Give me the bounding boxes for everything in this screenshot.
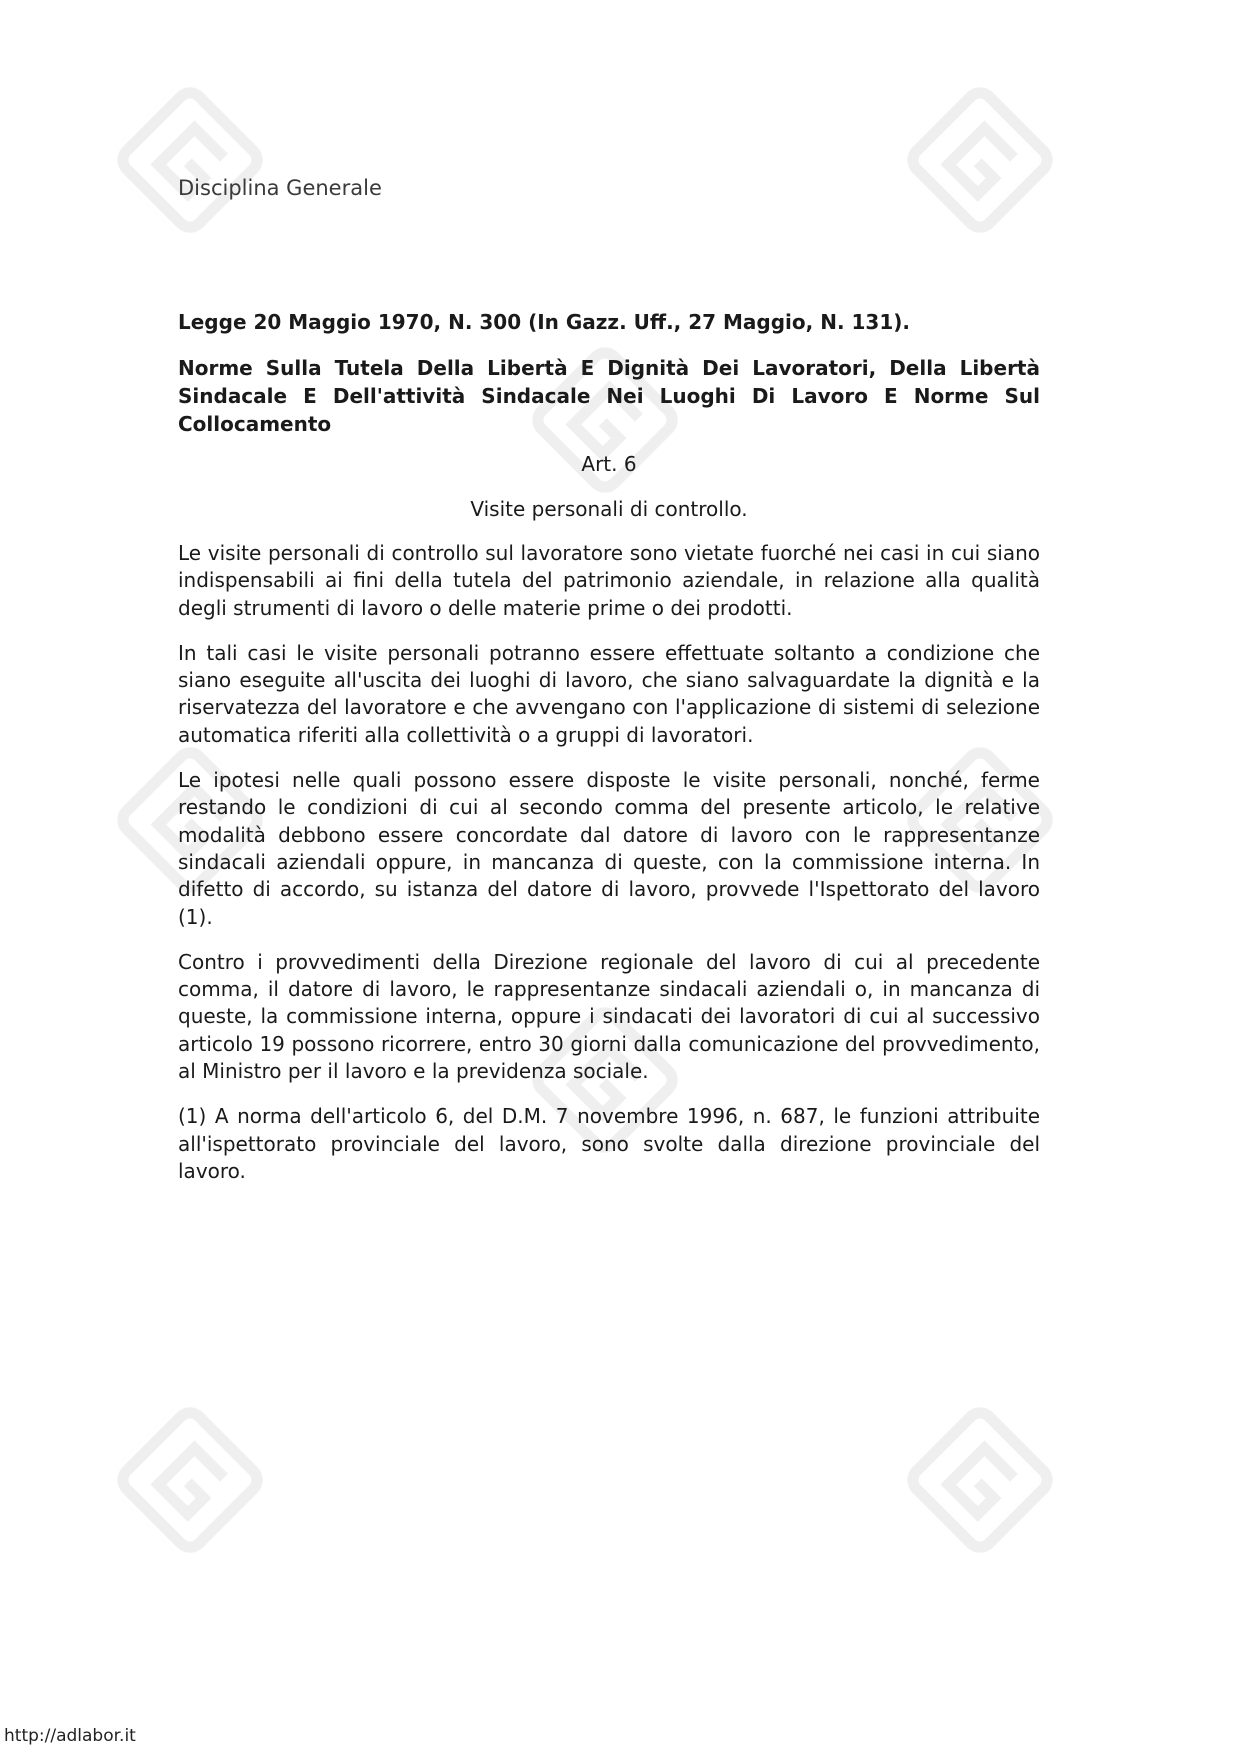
footer-url[interactable]: http://adlabor.it	[4, 1726, 136, 1746]
page-header: Disciplina Generale	[178, 176, 382, 200]
paragraph: Le ipotesi nelle quali possono essere disposte le visite personali, nonché, ferme restando le condizioni di cui al secondo comma del presente articolo, le relative modalità debbono essere concordate dal datore di lavoro con le rappresentanze sindacali aziendali oppure, in mancanza di queste, con la commissione interna. In difetto di accordo, su istanza del datore di lavoro, provvede l'Ispettorato del lavoro (1).	[178, 768, 1040, 929]
watermark-logo-icon	[900, 1400, 1060, 1560]
watermark-logo-icon	[110, 80, 270, 240]
footnote: (1) A norma dell'articolo 6, del D.M. 7 novembre 1996, n. 687, le funzioni attribuite all'ispettorato provinciale del lavoro, sono svolte dalla direzione provinciale del lavoro.	[178, 1104, 1040, 1183]
paragraph: Le visite personali di controllo sul lavoratore sono vietate fuorché nei casi in cui siano indispensabili ai fini della tutela del patrimonio aziendale, in relazione alla qualità degli strumenti di lavoro o delle materie prime o dei prodotti.	[178, 541, 1040, 620]
watermark-logo-icon	[900, 80, 1060, 240]
article-number: Art. 6	[581, 452, 637, 476]
watermark-logo-icon	[110, 1400, 270, 1560]
article-heading: Visite personali di controllo.	[470, 497, 748, 521]
paragraph: Contro i provvedimenti della Direzione regionale del lavoro di cui al precedente comma, il datore di lavoro, le rappresentanze sindacali aziendali o, in mancanza di queste, la commissione interna, oppure i sindacati dei lavoratori di cui al successivo articolo 19 possono ricorrere, entro 30 giorni dalla comunicazione del provvedimento, al Ministro per il lavoro e la previdenza sociale.	[178, 949, 1040, 1084]
law-subtitle: Norme Sulla Tutela Della Libertà E Dignità Dei Lavoratori, Della Libertà Sindacale E Dell'attività Sindacale Nei Luoghi Di Lavoro E Norme Sul Collocamento	[178, 356, 1040, 436]
law-title: Legge 20 Maggio 1970, N. 300 (In Gazz. Uff., 27 Maggio, N. 131).	[178, 310, 910, 334]
article-body	[178, 540, 1040, 1203]
paragraph: In tali casi le visite personali potranno essere effettuate soltanto a condizione che siano eseguite all'uscita dei luoghi di lavoro, che siano salvaguardate la dignità e la riservatezza del lavoratore e che avvengano con l'applicazione di sistemi di selezione automatica riferiti alla collettività o a gruppi di lavoratori.	[178, 640, 1040, 747]
